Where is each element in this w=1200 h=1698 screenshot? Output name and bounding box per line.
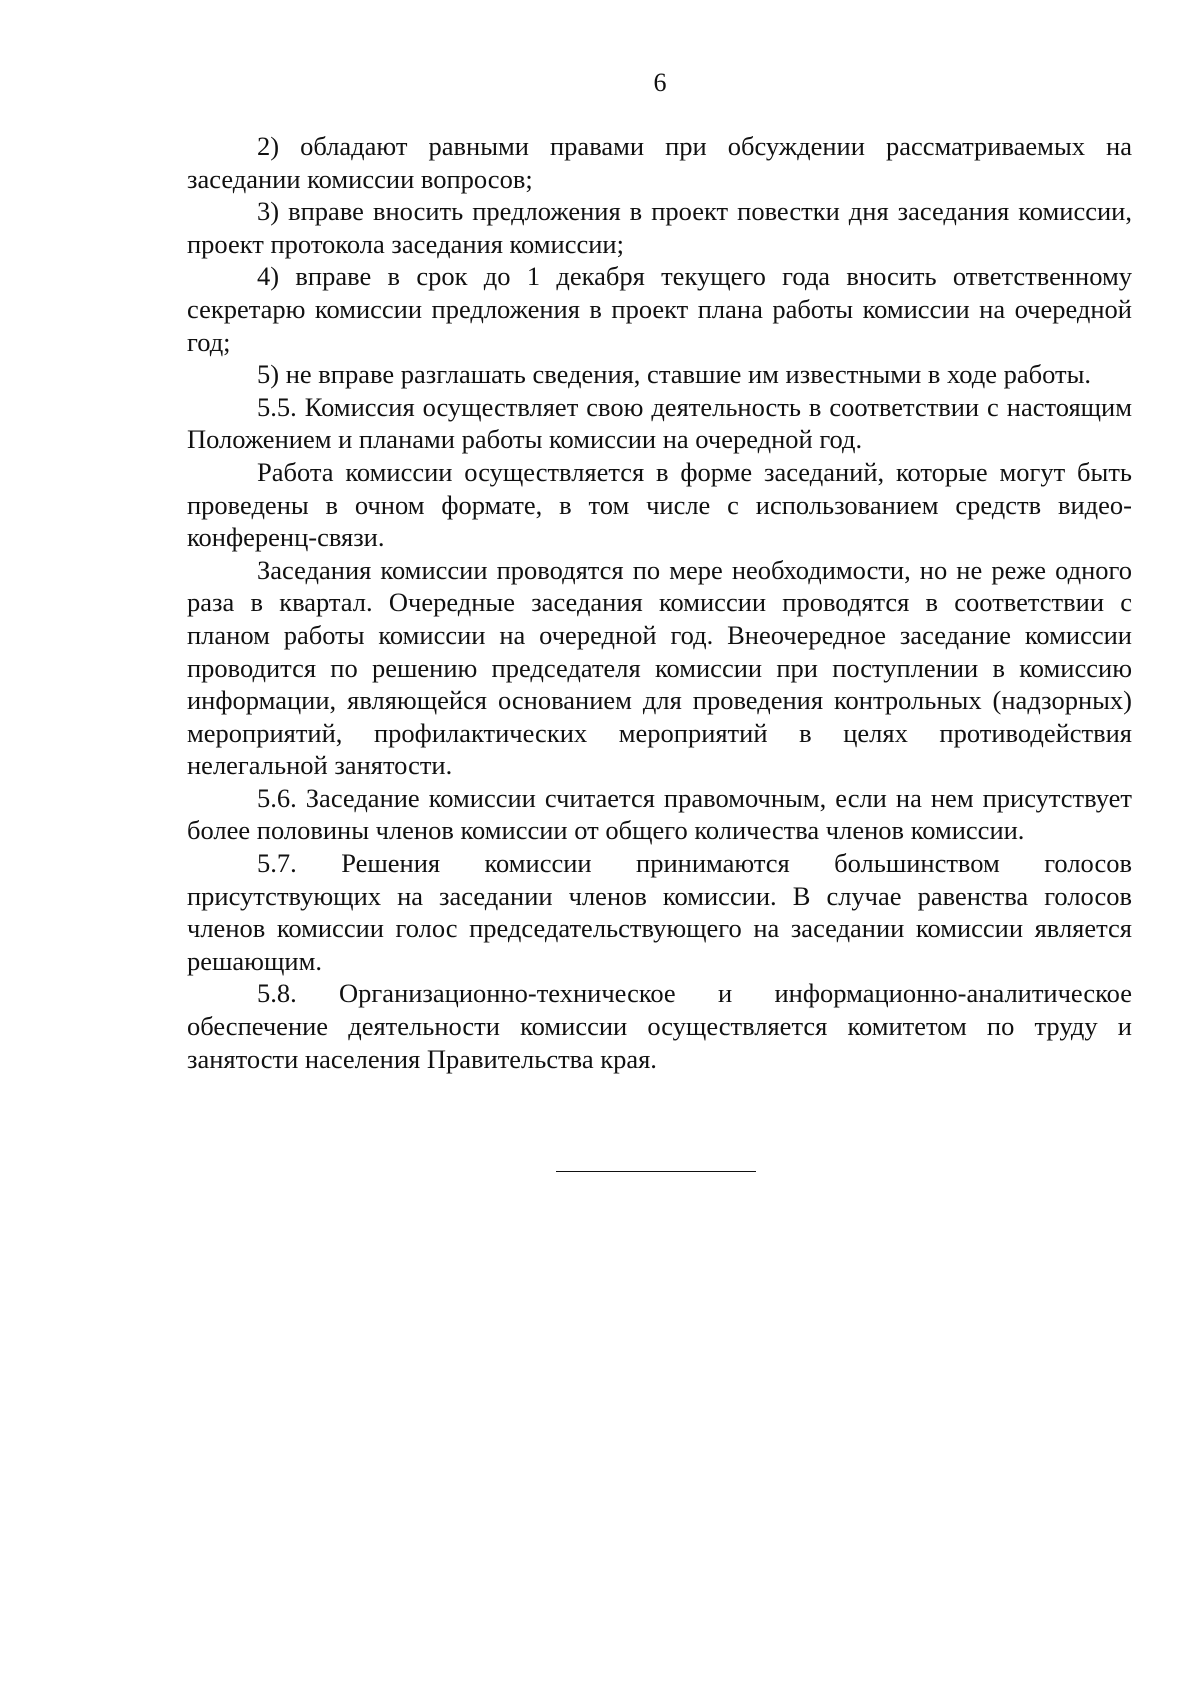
paragraph-item-2: 2) обладают равными правами при обсуждении рассматриваемых на заседании комиссии вопросов; xyxy=(187,131,1132,194)
page-number: 6 xyxy=(653,68,667,97)
paragraph-clause-5-6: 5.6. Заседание комиссии считается правомочным, если на нем присутствует более половины членов комиссии от общего количества членов комиссии. xyxy=(187,782,1132,846)
paragraph-item-5: 5) не вправе разглашать сведения, ставшие им известными в ходе работы. xyxy=(257,359,1092,390)
paragraph-meetings-frequency: Заседания комиссии проводятся по мере необходимости, но не реже одного раза в квартал. Очередные заседания комиссии проводятся в соответствии с планом работы комиссии на очередной год. Внеочередное заседание комиссии проводится по решению председателя комиссии при поступлении в комиссию информации, являющейся основанием для проведения контрольных (надзорных) мероприятий, профилактических мероприятий в целях противодействия нелегальной занятости. xyxy=(187,554,1132,781)
paragraph-clause-5-8: 5.8. Организационно-техническое и информационно-аналитическое обеспечение деятельности комиссии осуществляется комитетом по труду и занятости населения Правительства края. xyxy=(187,978,1132,1074)
paragraph-item-3: 3) вправе вносить предложения в проект повестки дня заседания комиссии, проект протокола заседания комиссии; xyxy=(187,196,1132,259)
paragraph-clause-5-5: 5.5. Комиссия осуществляет свою деятельность в соответствии с настоящим Положением и планами работы комиссии на очередной год. xyxy=(187,391,1132,455)
paragraph-clause-5-7: 5.7. Решения комиссии принимаются большинством голосов присутствующих на заседании членов комиссии. В случае равенства голосов членов комиссии голос председательствующего на заседании комиссии является решающим. xyxy=(187,848,1132,976)
paragraph-meetings-format: Работа комиссии осуществляется в форме заседаний, которые могут быть проведены в очном формате, в том числе с использованием средств видео-конференц-связи. xyxy=(187,456,1132,553)
paragraph-item-4: 4) вправе в срок до 1 декабря текущего года вносить ответственному секретарю комиссии предложения в проект плана работы комиссии на очередной год; xyxy=(187,261,1132,357)
document-body xyxy=(187,130,1132,1075)
end-of-text-divider xyxy=(556,1171,756,1172)
